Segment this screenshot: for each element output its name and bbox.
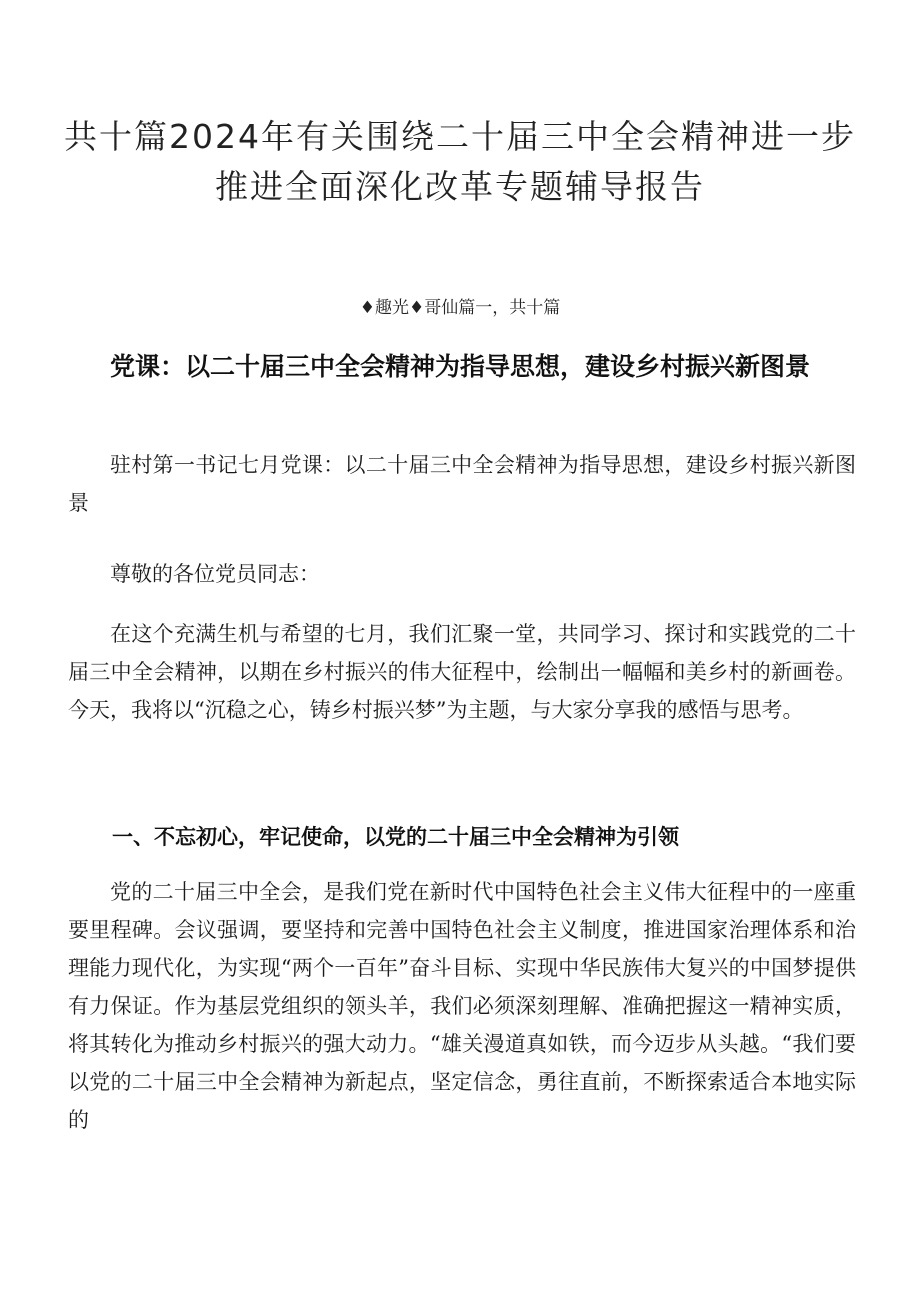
paragraph-subtitle: 驻村第一书记七月党课：以二十届三中全会精神为指导思想，建设乡村振兴新图景 bbox=[68, 453, 856, 515]
paragraph-salutation: 尊敬的各位党员同志： bbox=[110, 562, 320, 586]
byline: ♦趣光♦哥仙篇一，共十篇 bbox=[359, 298, 561, 318]
paragraph-intro: 在这个充满生机与希望的七月，我们汇聚一堂，共同学习、探讨和实践党的二十届三中全会精神，以期在乡村振兴的伟大征程中，绘制出一幅幅和美乡村的新画卷。今天，我将以“沉稳之心，铸乡村振兴梦”为主题，与大家分享我的感悟与思考。 bbox=[68, 622, 856, 722]
section-title: 党课：以二十届三中全会精神为指导思想，建设乡村振兴新图景 bbox=[109, 352, 810, 381]
heading-one: 一、不忘初心，牢记使命，以党的二十届三中全会精神为引领 bbox=[112, 825, 679, 849]
document-title: 共十篇2024年有关围绕二十届三中全会精神进一步推进全面深化改革专题辅导报告 bbox=[64, 117, 856, 206]
paragraph-body: 党的二十届三中全会，是我们党在新时代中国特色社会主义伟大征程中的一座重要里程碑。会议强调，要坚持和完善中国特色社会主义制度，推进国家治理体系和治理能力现代化，为实现“两个一百年”奋斗目标、实现中华民族伟大复兴的中国梦提供有力保证。作为基层党组织的领头羊，我们必须深刻理解、准确把握这一精神实质，将其转化为推动乡村振兴的强大动力。“雄关漫道真如铁，而今迈步从头越。“我们要以党的二十届三中全会精神为新起点，坚定信念，勇往直前，不断探索适合本地实际的 bbox=[68, 880, 856, 1132]
